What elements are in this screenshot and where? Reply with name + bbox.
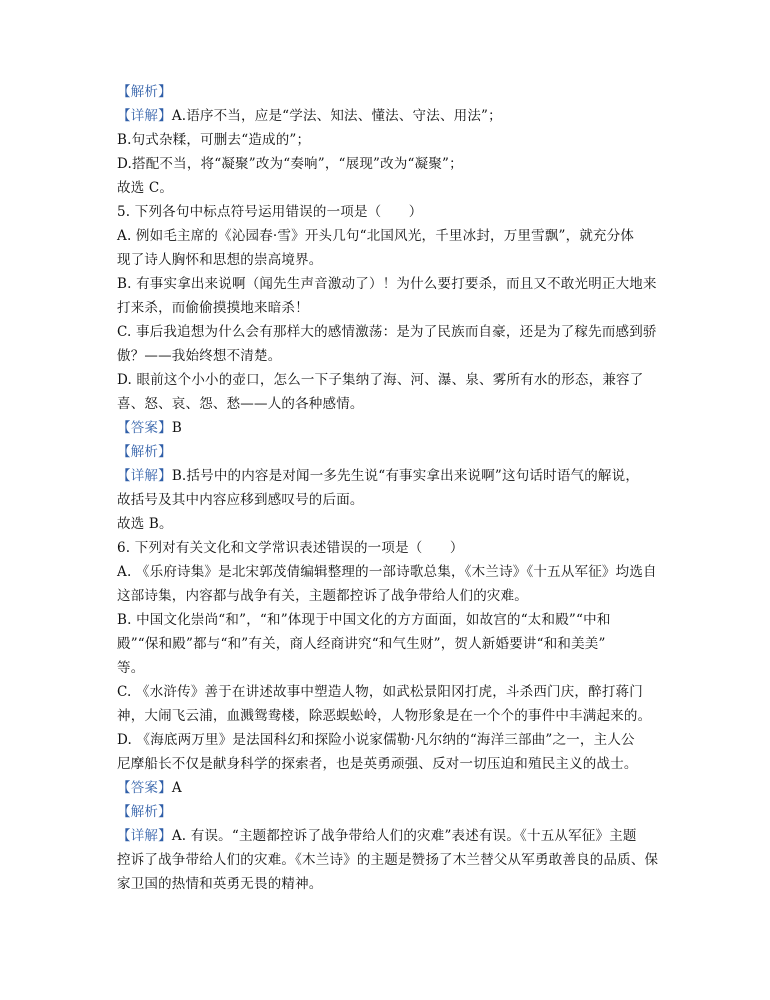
detail-text: A.语序不当，应是“学法、知法、懂法、守法、用法”； bbox=[171, 108, 502, 124]
analysis-tag: 【解析】 bbox=[117, 804, 172, 820]
q6-option-c: C. 《水浒传》善于在讲述故事中塑造人物，如武松景阳冈打虎，斗杀西门庆，醉打蒋门 bbox=[117, 684, 643, 700]
q5-option-b: B. 有事实拿出来说啊（闻先生声音激动了）！为什么要打要杀，而且又不敢光明正大地来 bbox=[117, 276, 657, 292]
q5-option-a: A. 例如毛主席的《沁园春·雪》开头几句“北国风光，千里冰封，万里雪飘”，就充分体 bbox=[117, 228, 635, 244]
q6-detail bbox=[117, 824, 657, 848]
answer-value: B bbox=[171, 420, 182, 436]
q5-conclusion: 故选 B。 bbox=[117, 516, 173, 532]
conclusion-line: 故选 C。 bbox=[117, 180, 174, 196]
q6-option-b-cont: 殿”“保和殿”都与“和”有关，商人经商讲究“和气生财”，贺人新婚要讲“和和美美” bbox=[117, 636, 606, 652]
analysis-heading bbox=[117, 80, 657, 104]
analysis-tag: 【解析】 bbox=[117, 444, 172, 460]
analysis-tag: 【解析】 bbox=[117, 84, 172, 100]
detail-line: B.句式杂糅，可删去“造成的”； bbox=[117, 132, 311, 148]
detail-text: B.括号中的内容是对闻一多先生说“有事实拿出来说啊”这句话时语气的解说， bbox=[171, 468, 640, 484]
detail-tag: 【详解】 bbox=[117, 828, 172, 844]
q5-option-d: D. 眼前这个小小的壶口，怎么一下子集纳了海、河、瀑、泉、雾所有水的形态，兼容了 bbox=[117, 372, 644, 388]
q5-detail-cont: 故括号及其中内容应移到感叹号的后面。 bbox=[117, 492, 364, 508]
document-content bbox=[117, 80, 657, 896]
question-6-stem: 6. 下列对有关文化和文学常识表述错误的一项是（ ） bbox=[117, 540, 464, 556]
q6-detail-cont2: 家卫国的热情和英勇无畏的精神。 bbox=[117, 876, 323, 892]
detail-line bbox=[117, 104, 657, 128]
q5-option-c-cont: 傲？——我始终想不清楚。 bbox=[117, 348, 282, 364]
q6-analysis-heading bbox=[117, 800, 657, 824]
detail-text: A. 有误。“主题都控诉了战争带给人们的灾难”表述有误。《十五从军征》主题 bbox=[171, 828, 637, 844]
q5-answer bbox=[117, 416, 657, 440]
detail-tag: 【详解】 bbox=[117, 468, 172, 484]
q6-option-d-cont: 尼摩船长不仅是献身科学的探索者，也是英勇顽强、反对一切压迫和殖民主义的战士。 bbox=[117, 756, 638, 772]
q5-analysis-heading bbox=[117, 440, 657, 464]
q6-option-d: D. 《海底两万里》是法国科幻和探险小说家儒勒·凡尔纳的“海洋三部曲”之一，主人公 bbox=[117, 732, 635, 748]
detail-tag: 【详解】 bbox=[117, 108, 172, 124]
q6-option-c-cont: 神，大闹飞云浦，血溅鸳鸯楼，除恶蜈蚣岭，人物形象是在一个个的事件中丰满起来的。 bbox=[117, 708, 652, 724]
answer-tag: 【答案】 bbox=[117, 780, 172, 796]
q5-option-d-cont: 喜、怒、哀、怨、愁——人的各种感情。 bbox=[117, 396, 364, 412]
q5-option-a-cont: 现了诗人胸怀和思想的崇高境界。 bbox=[117, 252, 323, 268]
q6-detail-cont: 控诉了战争带给人们的灾难。《木兰诗》的主题是赞扬了木兰替父从军勇敢善良的品质、保 bbox=[117, 852, 659, 868]
q6-option-a-cont: 这部诗集，内容都与战争有关，主题都控诉了战争带给人们的灾难。 bbox=[117, 588, 528, 604]
q5-option-c: C. 事后我追想为什么会有那样大的感情激荡：是为了民族而自豪，还是为了稼先而感到骄 bbox=[117, 324, 657, 340]
q6-option-b: B. 中国文化崇尚“和”，“和”体现于中国文化的方方面面，如故宫的“太和殿”“中和 bbox=[117, 612, 611, 628]
question-5-stem: 5. 下列各句中标点符号运用错误的一项是（ ） bbox=[117, 204, 423, 220]
q6-answer bbox=[117, 776, 657, 800]
detail-line: D.搭配不当，将“凝聚”改为“奏响”，“展现”改为“凝聚”； bbox=[117, 156, 463, 172]
answer-value: A bbox=[171, 780, 182, 796]
q6-option-a: A. 《乐府诗集》是北宋郭茂倩编辑整理的一部诗歌总集，《木兰诗》《十五从军征》均选自 bbox=[117, 564, 657, 580]
q5-option-b-cont: 打来杀，而偷偷摸摸地来暗杀！ bbox=[117, 300, 309, 316]
answer-tag: 【答案】 bbox=[117, 420, 172, 436]
q5-detail bbox=[117, 464, 657, 488]
q6-option-b-cont2: 等。 bbox=[117, 660, 145, 676]
